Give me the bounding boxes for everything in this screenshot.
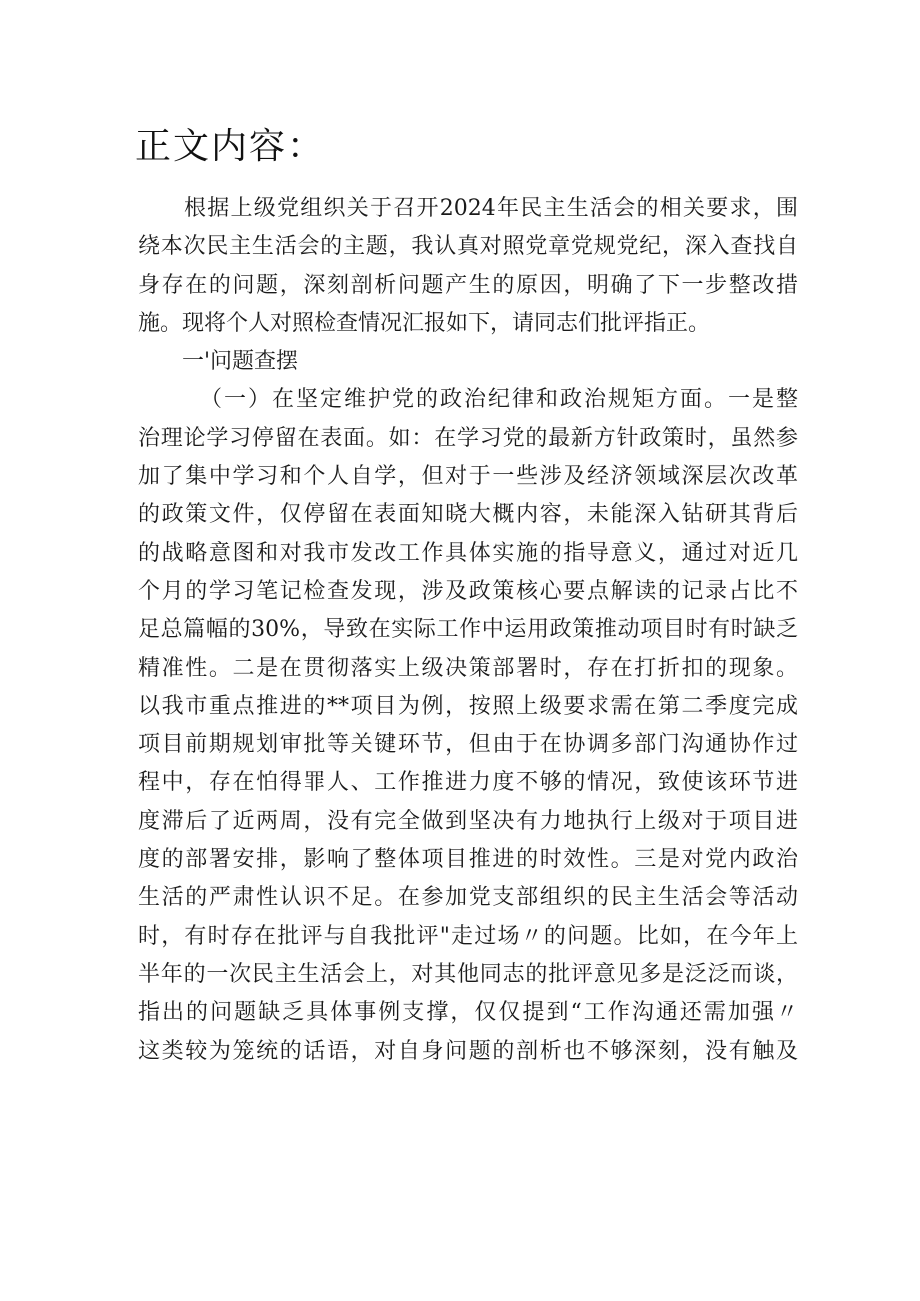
paragraph-line: 时，有时存在批评与自我批评"走过场〃的问题。比如，在今年上 [138,923,798,949]
paragraph-line: 的政策文件，仅停留在表面知晓大概内容，未能深入钻研其背后 [138,502,798,528]
paragraph-line: 施。现将个人对照检查情况汇报如下，请同志们批评指正。 [138,310,711,336]
paragraph-line: 生活的严肃性认识不足。在参加党支部组织的民主生活会等活动 [138,885,798,911]
paragraph-line: 这类较为笼统的话语，对自身问题的剖析也不够深刻，没有触及 [138,1038,798,1064]
paragraph-line: （一）在坚定维护党的政治纪律和政治规矩方面。一是整 [200,387,798,413]
paragraph-line: 根据上级党组织关于召开2024年民主生活会的相关要求，围 [184,196,798,221]
paragraph-line: 指出的问题缺乏具体事例支撑，仅仅提到“工作沟通还需加强〃 [138,1000,798,1026]
paragraph-line: 以我市重点推进的**项目为例，按照上级要求需在第二季度完成 [138,693,798,719]
paragraph-line: 半年的一次民主生活会上，对其他同志的批评意见多是泛泛而谈， [138,961,798,987]
paragraph-line: 个月的学习笔记检查发现，涉及政策核心要点解读的记录占比不 [138,578,798,604]
paragraph-line: 度的部署安排，影响了整体项目推进的时效性。三是对党内政治 [138,847,798,873]
paragraph-line: 绕本次民主生活会的主题，我认真对照党章党规党纪，深入查找自 [138,234,798,260]
paragraph-line: 程中，存在怕得罪人、工作推进力度不够的情况，致使该环节进 [138,770,798,796]
paragraph-line: 的战略意图和对我市发改工作具体实施的指导意义，通过对近几 [138,540,798,566]
page-title: 正文内容： [135,126,326,167]
section-heading: 一'问题查摆 [182,349,299,375]
paragraph-line: 足总篇幅的30%，导致在实际工作中运用政策推动项目时有时缺乏 [138,617,798,643]
paragraph-line: 项目前期规划审批等关键环节，但由于在协调多部门沟通协作过 [138,732,798,758]
paragraph-line: 精准性。二是在贯彻落实上级决策部署时，存在打折扣的现象。 [138,655,798,681]
paragraph-line: 身存在的问题，深刻剖析问题产生的原因，明确了下一步整改措 [138,272,798,298]
paragraph-line: 度滞后了近两周，没有完全做到坚决有力地执行上级对于项目进 [138,808,798,834]
document-body [138,190,798,1071]
paragraph-line: 加了集中学习和个人自学，但对于一些涉及经济领域深层次改革 [138,464,798,490]
paragraph-line: 治理论学习停留在表面。如：在学习党的最新方针政策时，虽然参 [138,425,798,451]
